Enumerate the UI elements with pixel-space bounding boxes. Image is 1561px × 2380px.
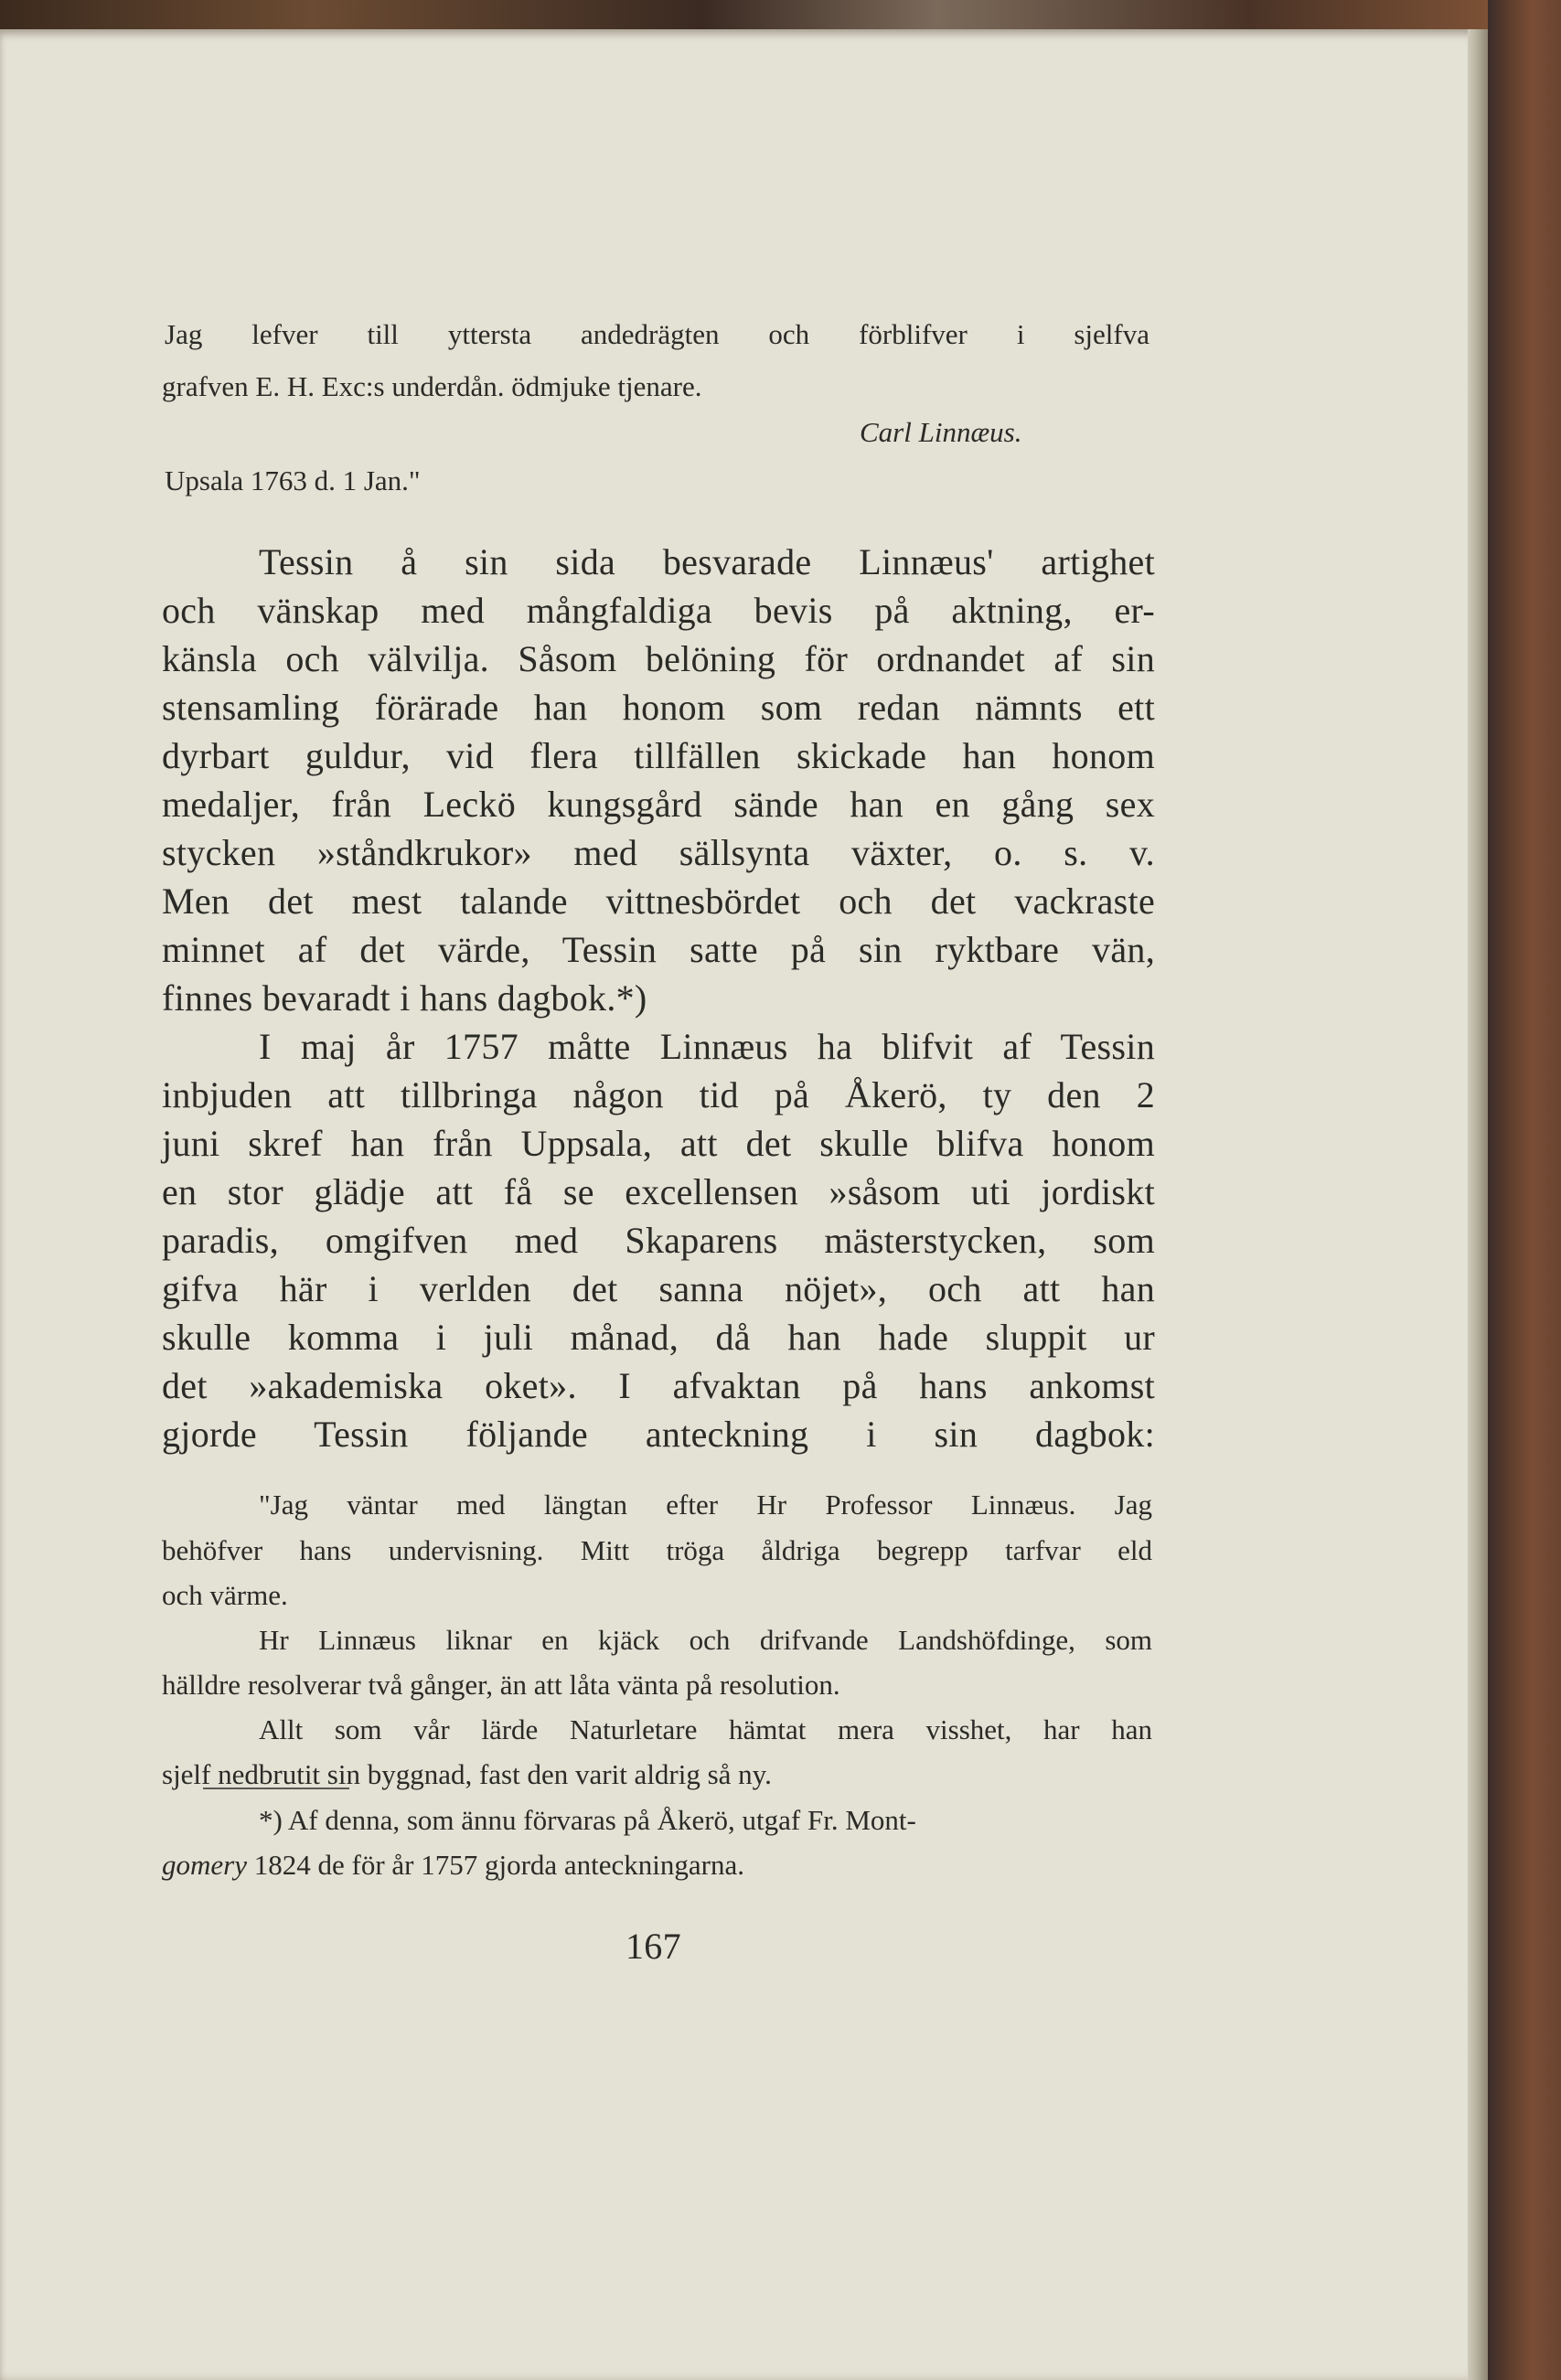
- letter-place-date: Upsala 1763 d. 1 Jan.": [165, 464, 421, 496]
- main-text-line-11: I maj år 1757 måtte Linnæus ha blifvit af Tessin: [259, 1026, 1155, 1067]
- letter-closing-line-2: grafven E. H. Exc:s underdån. ödmjuke tjenare.: [162, 370, 702, 402]
- main-text-line-15: paradis, omgifven med Skaparens mästerstycken, som: [162, 1220, 1155, 1261]
- quote-line-6: Allt som vår lärde Naturletare hämtat mera visshet, har han: [259, 1713, 1152, 1745]
- main-text-line-17: skulle komma i juli månad, då han hade sluppit ur: [162, 1317, 1155, 1358]
- main-text-line-9: minnet af det värde, Tessin satte på sin ryktbare vän,: [162, 929, 1155, 970]
- main-text-line-3: känsla och välvilja. Såsom belöning för ordnandet af sin: [162, 638, 1155, 679]
- quote-line-3: och värme.: [162, 1579, 288, 1611]
- main-text-line-8: Men det mest talande vittnesbördet och det vackraste: [162, 880, 1155, 922]
- top-scan-edge: [0, 0, 1561, 29]
- main-text-line-18: det »akademiska oket». I afvaktan på hans ankomst: [162, 1365, 1155, 1406]
- quote-line-2: behöfver hans undervisning. Mitt tröga åldriga begrepp tarfvar eld: [162, 1534, 1152, 1566]
- quote-line-1: "Jag väntar med längtan efter Hr Professor Linnæus. Jag: [259, 1489, 1152, 1521]
- page-edge: [1468, 29, 1488, 2380]
- main-text-line-7: stycken »ståndkrukor» med sällsynta växter, o. s. v.: [162, 832, 1155, 873]
- main-text-line-5: dyrbart guldur, vid flera tillfällen skickade han honom: [162, 735, 1155, 776]
- main-text-line-13: juni skref han från Uppsala, att det skulle blifva honom: [162, 1123, 1155, 1164]
- footnote-line-2: [162, 1848, 744, 1883]
- footnote-author-name: gomery: [162, 1849, 247, 1881]
- letter-signature: Carl Linnæus.: [860, 416, 1022, 448]
- main-text-line-14: en stor glädje att få se excellensen »såsom uti jordiskt: [162, 1171, 1155, 1212]
- footnote-line-1: *) Af denna, som ännu förvaras på Åkerö, utgaf Fr. Mont-: [259, 1804, 916, 1836]
- main-text-line-19: gjorde Tessin följande anteckning i sin dagbok:: [162, 1414, 1155, 1455]
- main-text-line-6: medaljer, från Leckö kungsgård sände han en gång sex: [162, 784, 1155, 825]
- letter-closing-line-1: Jag lefver till yttersta andedrägten och förblifver i sjelfva: [165, 318, 1149, 350]
- main-text-line-4: stensamling förärade han honom som redan nämnts ett: [162, 687, 1155, 728]
- footnote-rule: [203, 1788, 349, 1789]
- quote-line-5: hälldre resolverar två gånger, än att låta vänta på resolution.: [162, 1669, 840, 1701]
- book-binding: [1488, 0, 1561, 2380]
- main-text-line-2: och vänskap med mångfaldiga bevis på aktning, er-: [162, 590, 1155, 631]
- quote-line-7: sjelf nedbrutit sin byggnad, fast den varit aldrig så ny.: [162, 1758, 772, 1790]
- main-text-line-1: Tessin å sin sida besvarade Linnæus' artighet: [259, 541, 1155, 582]
- quote-line-4: Hr Linnæus liknar en kjäck och drifvande Landshöfdinge, som: [259, 1624, 1152, 1656]
- footnote-line-2-rest: 1824 de för år 1757 gjorda anteckningarna.: [246, 1849, 745, 1881]
- page-number: 167: [625, 1926, 681, 1967]
- main-text-line-12: inbjuden att tillbringa någon tid på Åkerö, ty den 2: [162, 1074, 1155, 1115]
- main-text-line-10: finnes bevaradt i hans dagbok.*): [162, 977, 647, 1019]
- main-text-line-16: gifva här i verlden det sanna nöjet», och att han: [162, 1268, 1155, 1309]
